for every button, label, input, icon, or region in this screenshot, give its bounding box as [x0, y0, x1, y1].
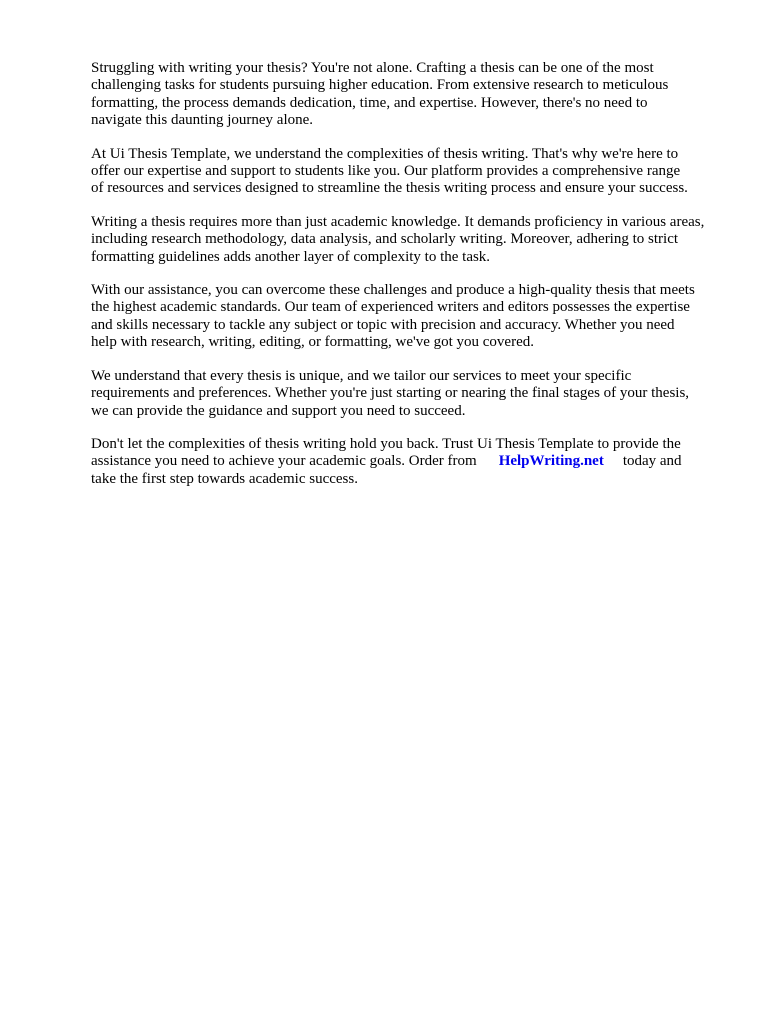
paragraph-requirements: Writing a thesis requires more than just academic knowledge. It demands proficiency in various areas, including research methodology, data analysis, and scholarly writing. Moreover, adhering to strict formatting guidelines adds another layer of complexity to the task. — [91, 213, 705, 265]
closing-text-before-link: Don't let the complexities of thesis writing hold you back. Trust Ui Thesis Template to provide the assistance you need to achieve your academic goals. Order from — [91, 435, 681, 470]
paragraph-tailored: We understand that every thesis is unique, and we tailor our services to meet your specific requirements and preferences. Whether you're just starting or nearing the final stages of your thesis, we can provide the guidance and support you need to succeed. — [91, 367, 690, 419]
paragraph-assistance: With our assistance, you can overcome these challenges and produce a high-quality thesis that meets the highest academic standards. Our team of experienced writers and editors possesses the expertise and skills necessary to tackle any subject or topic with precision and accuracy. Whether you need help with research, writing, editing, or formatting, we've got you covered. — [91, 282, 695, 351]
paragraph-closing — [91, 436, 731, 488]
paragraph-about: At Ui Thesis Template, we understand the complexities of thesis writing. That's why we're here to offer our expertise and support to students like you. Our platform provides a comprehensive range of resources and services designed to streamline the thesis writing process and ensure your success. — [91, 145, 688, 197]
paragraph-intro: Struggling with writing your thesis? You're not alone. Crafting a thesis can be one of the most challenging tasks for students pursuing higher education. From extensive research to meticulous formatting, the process demands dedication, time, and expertise. However, there's no need to navigate this daunting journey alone. — [91, 60, 669, 129]
closing-text-after-link: today and take the first step towards academic success. — [91, 453, 682, 487]
helpwriting-link[interactable]: HelpWriting.net — [498, 453, 604, 470]
document-body — [91, 60, 731, 504]
